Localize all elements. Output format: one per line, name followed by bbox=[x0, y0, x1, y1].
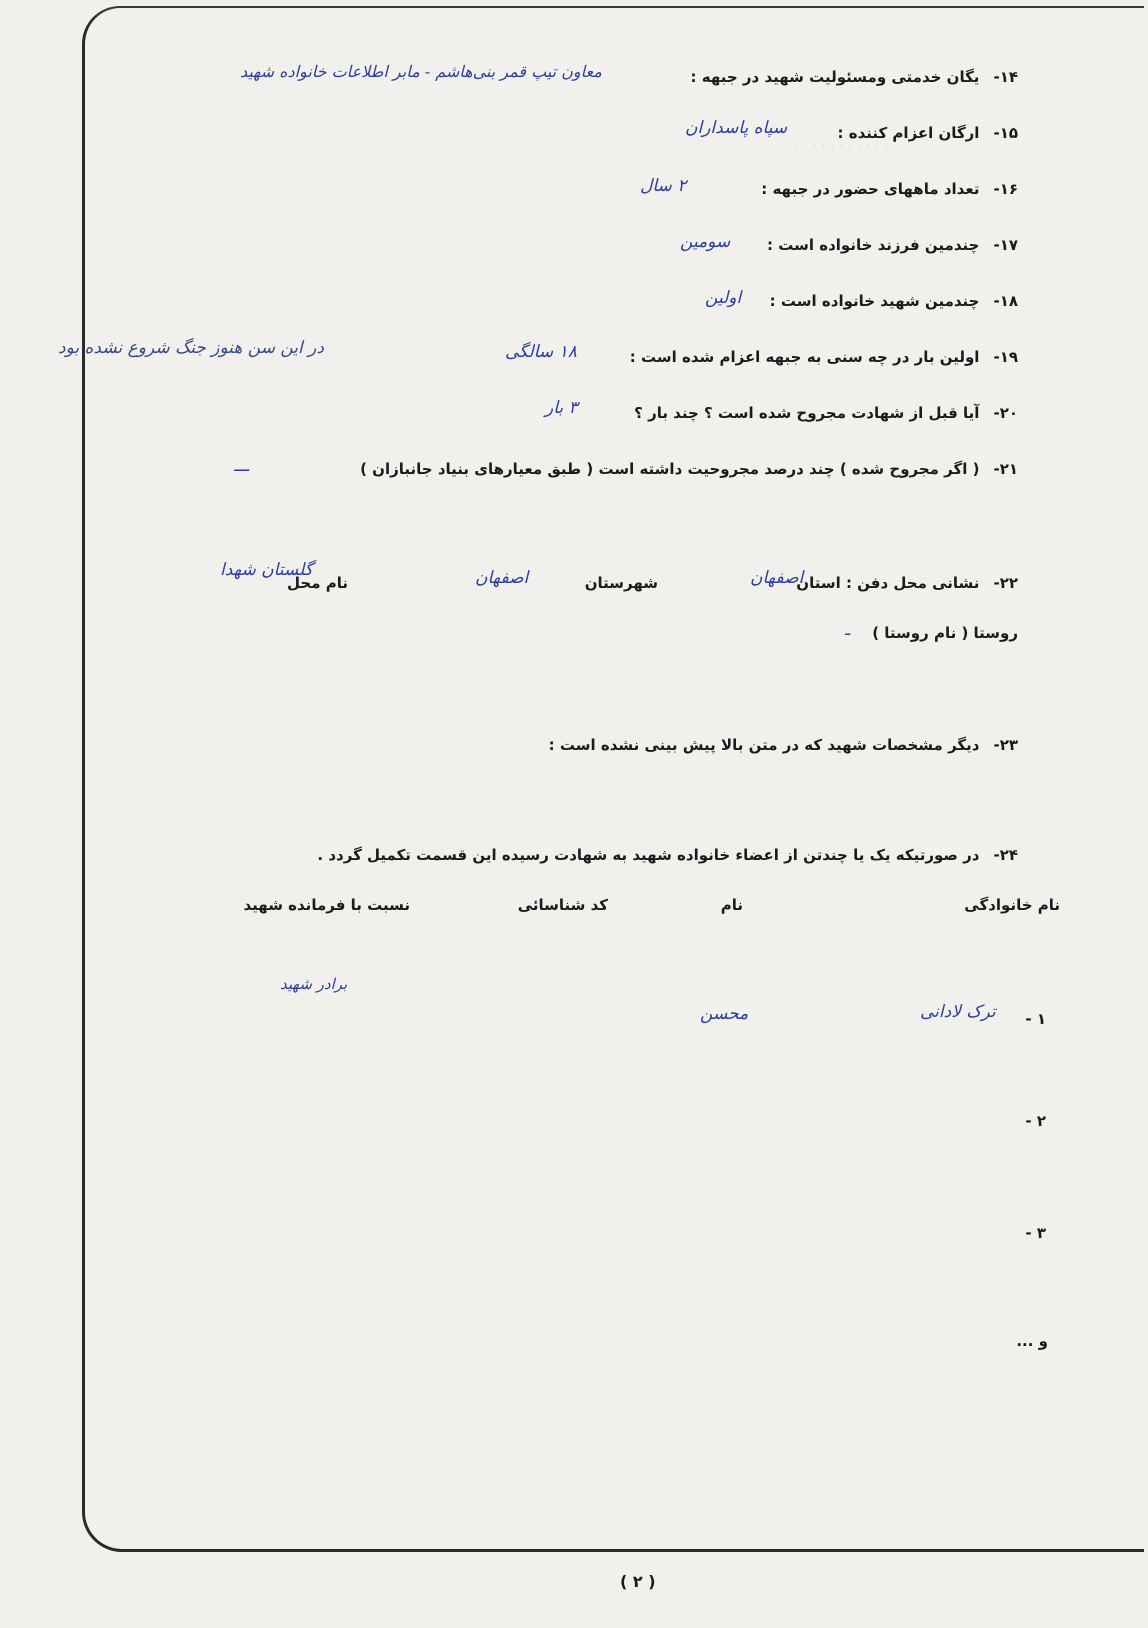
question-22: ۲۲-نشانی محل دفن : استان bbox=[796, 574, 1018, 592]
answer-22-village: ـ bbox=[845, 620, 850, 640]
answer-20: ۳ بار bbox=[545, 398, 578, 418]
question-17: ۱۷-چندمین فرزند خانواده است : bbox=[767, 236, 1018, 254]
question-18: ۱۸-چندمین شهید خانواده است : bbox=[769, 292, 1018, 310]
burial-place-label: نام محل bbox=[287, 574, 348, 592]
family-row-3-number: ۳ - bbox=[1025, 1224, 1046, 1242]
burial-city-label: شهرستان bbox=[584, 574, 658, 592]
family-row-2-number: ۲ - bbox=[1025, 1112, 1046, 1130]
family-etc: و ... bbox=[1016, 1332, 1048, 1350]
header-family-name: نام خانوادگی bbox=[964, 896, 1060, 914]
answer-19: ۱۸ سالگی bbox=[505, 342, 577, 362]
answer-22-place: گلستان شهدا bbox=[220, 560, 313, 580]
family-row-1-name: محسن bbox=[700, 1004, 749, 1024]
answer-15: سپاه پاسداران bbox=[685, 118, 788, 138]
question-14: ۱۴-یگان خدمتی ومسئولیت شهید در جبهه : bbox=[690, 68, 1018, 86]
answer-22-city: اصفهان bbox=[475, 568, 529, 588]
header-name: نام bbox=[720, 896, 743, 914]
bleed-through-text: . . . . . . . . . . . bbox=[794, 135, 888, 151]
question-19: ۱۹-اولین بار در چه سنی به جبهه اعزام شده است : bbox=[629, 348, 1018, 366]
answer-14: معاون تیپ قمر بنی‌هاشم - مابر اطلاعات خانواده شهید bbox=[240, 62, 602, 81]
answer-22-province: اصفهان bbox=[750, 568, 804, 588]
family-row-1-number: ۱ - bbox=[1025, 1010, 1046, 1028]
answer-17: سومین bbox=[680, 232, 731, 252]
answer-18: اولین bbox=[705, 288, 742, 308]
question-15: ۱۵-ارگان اعزام کننده : bbox=[837, 124, 1018, 142]
answer-16: ۲ سال bbox=[640, 176, 687, 196]
question-23: ۲۳-دیگر مشخصات شهید که در متن بالا پیش بینی نشده است : bbox=[548, 736, 1018, 754]
answer-21: ـــ bbox=[234, 456, 249, 476]
header-relation: نسبت با فرمانده شهید bbox=[243, 896, 410, 914]
question-20: ۲۰-آیا قبل از شهادت مجروح شده است ؟ چند بار ؟ bbox=[634, 404, 1018, 422]
family-row-1-family: ترک لادانی bbox=[920, 1002, 996, 1022]
question-24: ۲۴-در صورتیکه یک یا چندتن از اعضاء خانواده شهید به شهادت رسیده این قسمت تکمیل گردد . bbox=[317, 846, 1018, 864]
question-16: ۱۶-تعداد ماههای حضور در جبهه : bbox=[761, 180, 1018, 198]
page-number: ( ۲ ) bbox=[620, 1572, 656, 1591]
burial-village-label: روستا ( نام روستا ) bbox=[872, 624, 1018, 642]
family-row-1-relation: برادر شهید bbox=[280, 975, 348, 993]
question-21: ۲۱-( اگر مجروح شده ) چند درصد مجروحیت داشته است ( طبق معیارهای بنیاد جانبازان ) bbox=[360, 460, 1018, 478]
answer-19-note: در این سن هنوز جنگ شروع نشده بود bbox=[58, 338, 324, 358]
header-id-code: کد شناسائی bbox=[517, 896, 608, 914]
